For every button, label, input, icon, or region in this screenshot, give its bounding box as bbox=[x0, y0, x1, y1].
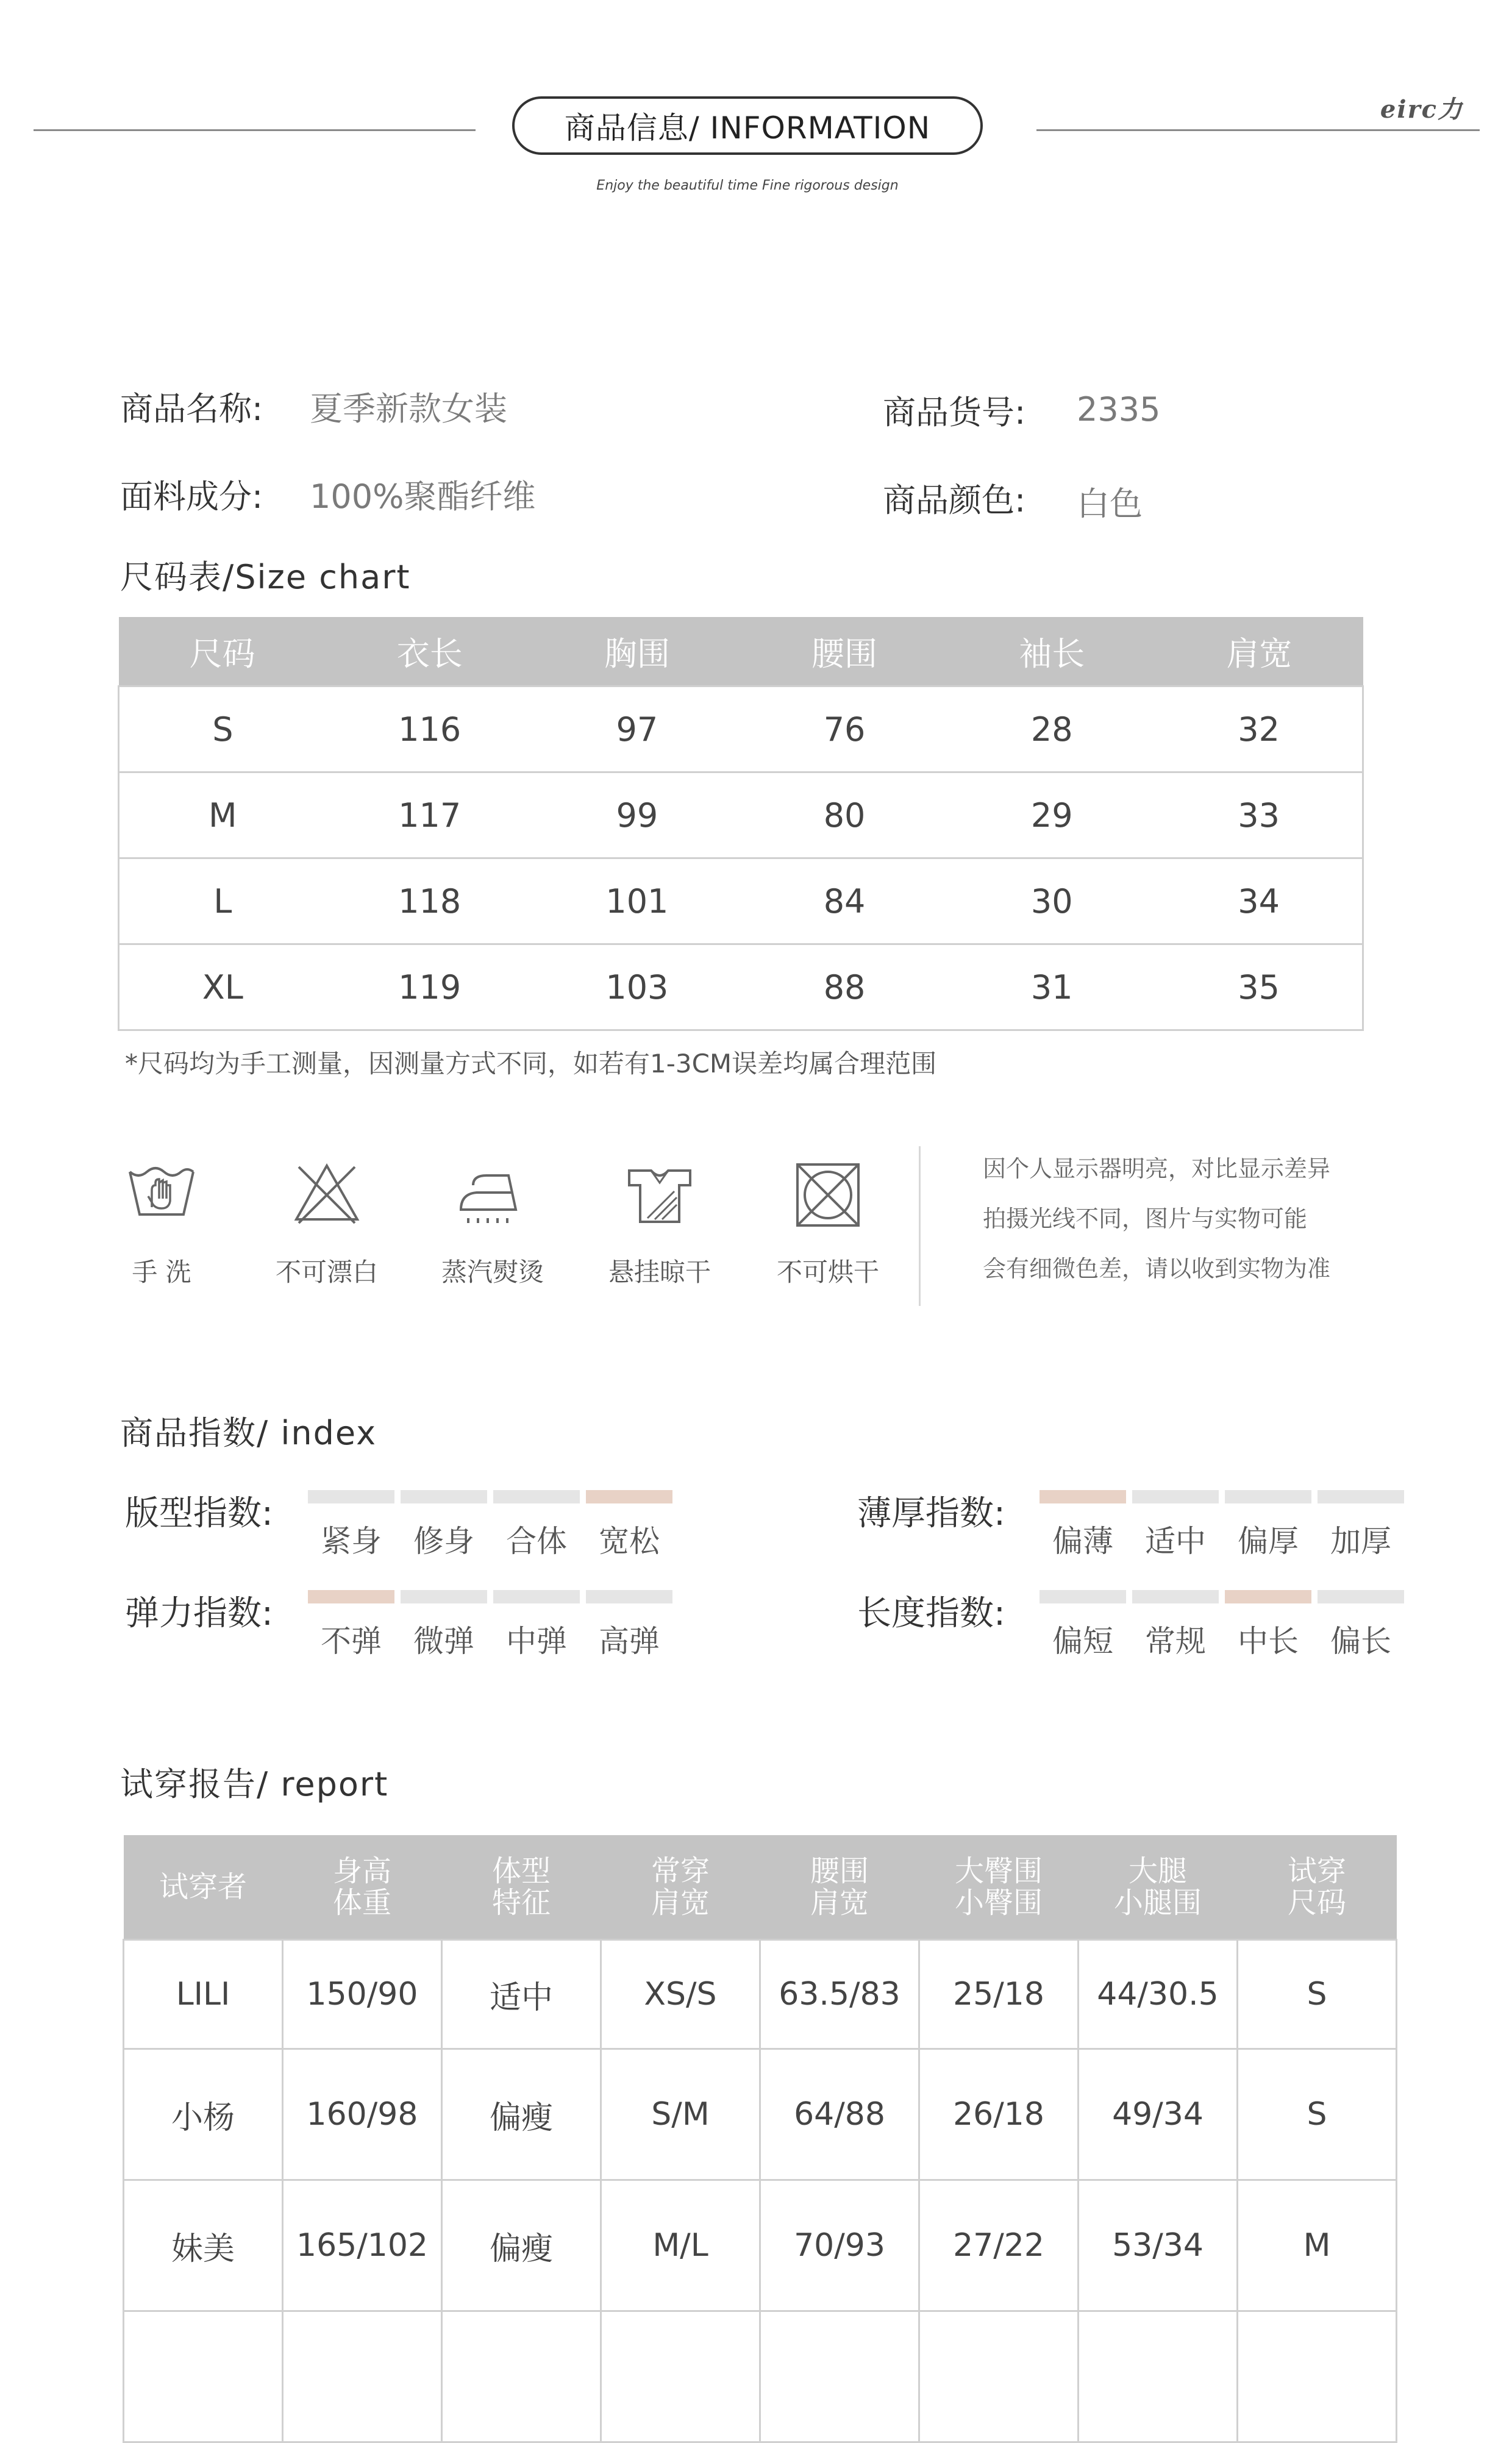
size-cell: 103 bbox=[533, 944, 741, 1030]
size-cell: 116 bbox=[326, 687, 533, 772]
report-header-cell bbox=[442, 1835, 601, 1940]
index-bar bbox=[493, 1590, 580, 1603]
thickness-index-label: 薄厚指数: bbox=[857, 1494, 1005, 1533]
index-bar bbox=[1225, 1490, 1311, 1503]
index-option: 偏短 bbox=[1052, 1624, 1113, 1659]
size-chart-header-row bbox=[119, 617, 1363, 687]
size-cell: 28 bbox=[948, 687, 1155, 772]
size-chart-header-cell: 腰围 bbox=[741, 617, 948, 687]
report-header-cell bbox=[1079, 1835, 1238, 1940]
report-cell bbox=[919, 2311, 1079, 2442]
size-cell: 76 bbox=[741, 687, 948, 772]
report-header-row bbox=[124, 1835, 1397, 1940]
header-line: 尺码 bbox=[1287, 1886, 1346, 1920]
care-label: 手 洗 bbox=[132, 1257, 191, 1287]
report-cell: XS/S bbox=[601, 1940, 760, 2049]
header-line: 试穿 bbox=[1287, 1854, 1346, 1888]
report-cell: 适中 bbox=[442, 1940, 601, 2049]
size-cell: XL bbox=[119, 944, 326, 1030]
report-cell: M bbox=[1238, 2180, 1397, 2311]
report-header-cell bbox=[1238, 1835, 1397, 1940]
index-bar bbox=[1318, 1490, 1404, 1503]
size-chart-header-cell: 尺码 bbox=[119, 617, 326, 687]
page-title: 商品信息/ INFORMATION bbox=[512, 96, 983, 155]
care-label: 蒸汽熨烫 bbox=[441, 1257, 544, 1287]
size-cell: 34 bbox=[1155, 858, 1363, 944]
product-sku-label: 商品货号: bbox=[883, 393, 1026, 432]
header-line: 试穿者 bbox=[159, 1870, 247, 1904]
index-bar bbox=[1040, 1590, 1126, 1603]
index-bar bbox=[401, 1590, 487, 1603]
index-bar bbox=[1132, 1590, 1219, 1603]
size-cell: 80 bbox=[741, 772, 948, 858]
report-cell: 44/30.5 bbox=[1079, 1940, 1238, 2049]
table-row bbox=[119, 772, 1363, 858]
size-cell: 99 bbox=[533, 772, 741, 858]
size-cell: 97 bbox=[533, 687, 741, 772]
header-line: 大腿 bbox=[1128, 1854, 1187, 1888]
report-cell: 70/93 bbox=[760, 2180, 919, 2311]
size-cell: 35 bbox=[1155, 944, 1363, 1030]
no-tumble-dry-icon bbox=[791, 1158, 865, 1232]
index-bar bbox=[1040, 1490, 1126, 1503]
index-option: 合体 bbox=[506, 1524, 567, 1559]
report-cell: S bbox=[1238, 1940, 1397, 2049]
fabric-label: 面料成分: bbox=[120, 477, 263, 516]
index-option: 加厚 bbox=[1330, 1524, 1391, 1559]
size-chart-title: 尺码表/Size chart bbox=[120, 558, 411, 596]
size-chart-header-cell: 衣长 bbox=[326, 617, 533, 687]
table-row bbox=[119, 687, 1363, 772]
color-label: 商品颜色: bbox=[883, 481, 1026, 519]
header-line: 身高 bbox=[332, 1854, 391, 1888]
table-row bbox=[119, 944, 1363, 1030]
size-cell: 29 bbox=[948, 772, 1155, 858]
report-cell: S/M bbox=[601, 2049, 760, 2180]
report-header-cell bbox=[601, 1835, 760, 1940]
index-option: 适中 bbox=[1145, 1524, 1206, 1559]
length-index-label: 长度指数: bbox=[857, 1594, 1005, 1633]
header-line: 小臀围 bbox=[954, 1886, 1043, 1920]
header-line: 小腿围 bbox=[1113, 1886, 1202, 1920]
size-cell: 118 bbox=[326, 858, 533, 944]
index-title: 商品指数/ index bbox=[120, 1414, 377, 1452]
size-cell: 31 bbox=[948, 944, 1155, 1030]
report-cell: 160/98 bbox=[283, 2049, 442, 2180]
report-cell: 165/102 bbox=[283, 2180, 442, 2311]
care-item-hang-dry bbox=[587, 1158, 733, 1289]
report-cell bbox=[442, 2311, 601, 2442]
header-line: 肩宽 bbox=[651, 1886, 710, 1920]
size-cell: 32 bbox=[1155, 687, 1363, 772]
product-sku-value: 2335 bbox=[1077, 390, 1161, 429]
header-line: 肩宽 bbox=[810, 1886, 869, 1920]
report-header-cell bbox=[283, 1835, 442, 1940]
report-cell: 63.5/83 bbox=[760, 1940, 919, 2049]
report-cell: 49/34 bbox=[1079, 2049, 1238, 2180]
color-disclaimer-line: 会有细微色差，请以收到实物为准 bbox=[983, 1255, 1331, 1282]
size-cell: 88 bbox=[741, 944, 948, 1030]
care-item-no-tumble-dry bbox=[755, 1158, 901, 1289]
report-cell: 偏瘦 bbox=[442, 2049, 601, 2180]
product-name-label: 商品名称: bbox=[120, 390, 263, 428]
report-table bbox=[123, 1835, 1397, 2443]
report-cell: 26/18 bbox=[919, 2049, 1079, 2180]
size-cell: 33 bbox=[1155, 772, 1363, 858]
report-cell: 150/90 bbox=[283, 1940, 442, 2049]
table-row bbox=[124, 2311, 1397, 2442]
size-cell: 117 bbox=[326, 772, 533, 858]
index-bar bbox=[401, 1490, 487, 1503]
index-option: 中弹 bbox=[506, 1624, 567, 1659]
report-header-cell bbox=[124, 1835, 283, 1940]
index-bar bbox=[308, 1490, 394, 1503]
page-subtitle: Enjoy the beautiful time Fine rigorous design bbox=[596, 178, 899, 193]
size-cell: 101 bbox=[533, 858, 741, 944]
header-line: 常穿 bbox=[651, 1854, 710, 1888]
report-cell bbox=[760, 2311, 919, 2442]
index-bar bbox=[493, 1490, 580, 1503]
care-item-no-bleach bbox=[254, 1158, 400, 1289]
report-cell bbox=[124, 2311, 283, 2442]
index-bar bbox=[586, 1490, 672, 1503]
index-option: 宽松 bbox=[599, 1524, 660, 1559]
size-cell: 84 bbox=[741, 858, 948, 944]
report-cell: S bbox=[1238, 2049, 1397, 2180]
index-bar bbox=[1132, 1490, 1219, 1503]
index-bar bbox=[1318, 1590, 1404, 1603]
index-option: 不弹 bbox=[321, 1624, 382, 1659]
size-cell: 30 bbox=[948, 858, 1155, 944]
care-label: 悬挂晾干 bbox=[608, 1257, 711, 1287]
report-cell bbox=[1238, 2311, 1397, 2442]
table-row bbox=[124, 2049, 1397, 2180]
report-cell bbox=[1079, 2311, 1238, 2442]
size-cell: M bbox=[119, 772, 326, 858]
stretch-index-label: 弹力指数: bbox=[125, 1594, 273, 1633]
report-cell: 25/18 bbox=[919, 1940, 1079, 2049]
index-bar bbox=[586, 1590, 672, 1603]
care-item-steam-iron bbox=[419, 1158, 566, 1289]
brand-logo: eirc力 bbox=[1380, 95, 1463, 124]
fabric-value: 100%聚酯纤维 bbox=[310, 477, 536, 516]
table-row bbox=[124, 2180, 1397, 2311]
size-cell: S bbox=[119, 687, 326, 772]
no-bleach-icon bbox=[290, 1158, 363, 1232]
report-header-cell bbox=[760, 1835, 919, 1940]
index-option: 偏薄 bbox=[1052, 1524, 1113, 1559]
index-option: 中长 bbox=[1238, 1624, 1299, 1659]
report-title: 试穿报告/ report bbox=[120, 1765, 389, 1803]
index-bar bbox=[1225, 1590, 1311, 1603]
header-divider-right bbox=[1036, 129, 1480, 131]
index-option: 偏长 bbox=[1330, 1624, 1391, 1659]
color-disclaimer-line: 因个人显示器明亮，对比显示差异 bbox=[983, 1155, 1331, 1182]
index-option: 高弹 bbox=[599, 1624, 660, 1659]
color-disclaimer-line: 拍摄光线不同，图片与实物可能 bbox=[983, 1205, 1308, 1232]
size-chart-header-cell: 肩宽 bbox=[1155, 617, 1363, 687]
hang-dry-icon bbox=[623, 1158, 696, 1232]
report-cell: 64/88 bbox=[760, 2049, 919, 2180]
report-header-cell bbox=[919, 1835, 1079, 1940]
index-option: 修身 bbox=[413, 1524, 474, 1559]
header-line: 体重 bbox=[332, 1886, 391, 1920]
index-option: 紧身 bbox=[321, 1524, 382, 1559]
fit-index-label: 版型指数: bbox=[125, 1494, 273, 1533]
table-row bbox=[119, 858, 1363, 944]
table-row bbox=[124, 1940, 1397, 2049]
report-cell: 53/34 bbox=[1079, 2180, 1238, 2311]
size-chart-header-cell: 袖长 bbox=[948, 617, 1155, 687]
report-cell: M/L bbox=[601, 2180, 760, 2311]
report-cell: 妹美 bbox=[124, 2180, 283, 2311]
size-chart-table bbox=[118, 617, 1364, 1031]
report-cell bbox=[601, 2311, 760, 2442]
header-line: 特征 bbox=[491, 1886, 551, 1920]
size-chart-header-cell: 胸围 bbox=[533, 617, 741, 687]
care-item-hand-wash bbox=[88, 1158, 235, 1289]
index-option: 常规 bbox=[1145, 1624, 1206, 1659]
color-value: 白色 bbox=[1077, 485, 1143, 523]
header-line: 腰围 bbox=[810, 1854, 869, 1888]
header-line: 大臀围 bbox=[954, 1854, 1043, 1888]
report-cell: 偏瘦 bbox=[442, 2180, 601, 2311]
product-name-value: 夏季新款女装 bbox=[310, 390, 507, 428]
index-bar bbox=[308, 1590, 394, 1603]
size-cell: 119 bbox=[326, 944, 533, 1030]
report-cell: LILI bbox=[124, 1940, 283, 2049]
care-divider bbox=[919, 1146, 921, 1306]
size-cell: L bbox=[119, 858, 326, 944]
index-option: 偏厚 bbox=[1238, 1524, 1299, 1559]
header-divider-left bbox=[34, 129, 476, 131]
header-line: 体型 bbox=[491, 1854, 551, 1888]
steam-iron-icon bbox=[456, 1158, 529, 1232]
size-chart-note: *尺码均为手工测量，因测量方式不同，如若有1-3CM误差均属合理范围 bbox=[125, 1049, 937, 1079]
care-label: 不可烘干 bbox=[776, 1257, 879, 1287]
index-option: 微弹 bbox=[413, 1624, 474, 1659]
care-label: 不可漂白 bbox=[275, 1257, 378, 1287]
report-cell bbox=[283, 2311, 442, 2442]
hand-wash-icon bbox=[125, 1158, 198, 1232]
report-cell: 小杨 bbox=[124, 2049, 283, 2180]
report-cell: 27/22 bbox=[919, 2180, 1079, 2311]
